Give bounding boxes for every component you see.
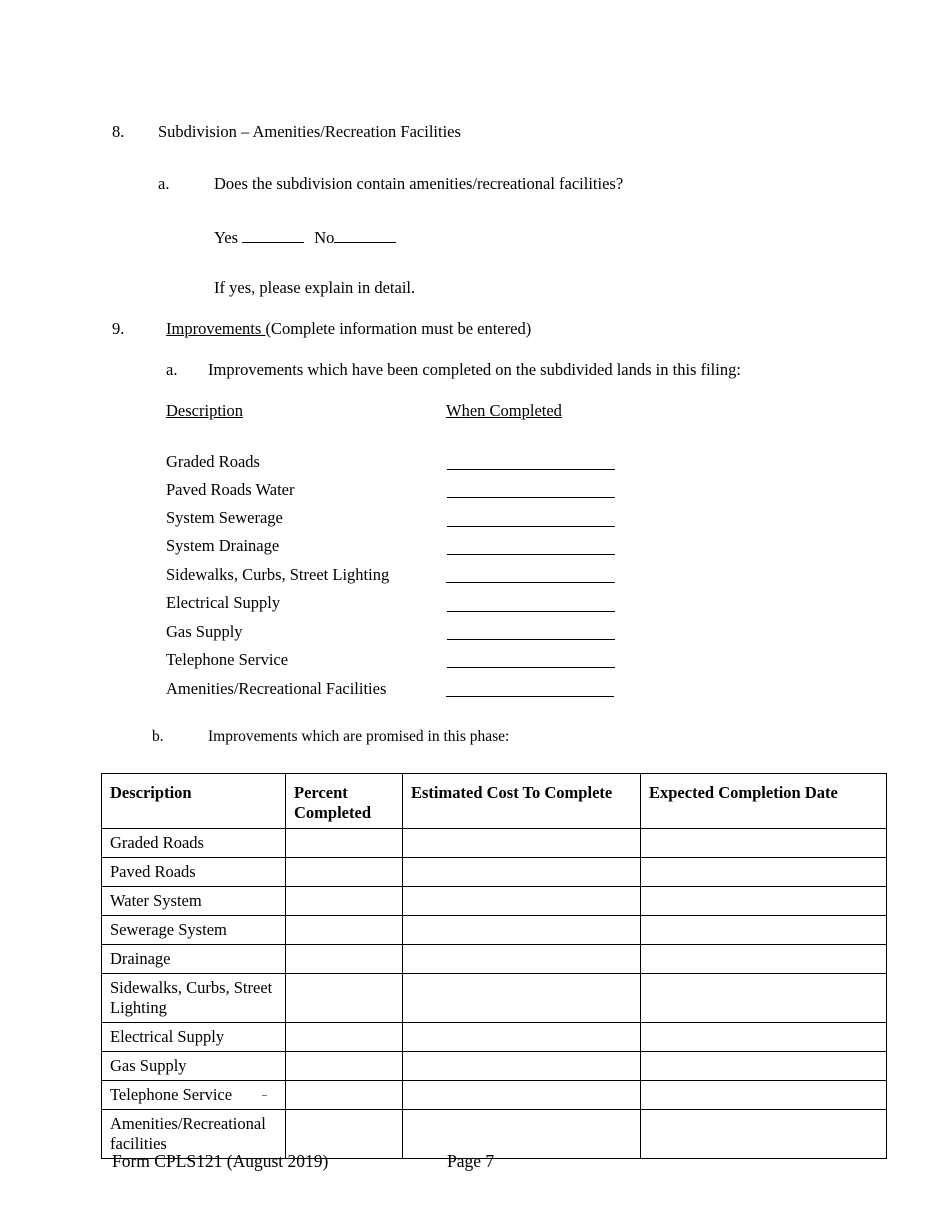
completed-item: Sidewalks, Curbs, Street Lighting (166, 565, 390, 584)
table-row (102, 1023, 887, 1052)
when-completed-line[interactable] (447, 469, 615, 470)
completed-item: Graded Roads (166, 452, 260, 471)
yes-blank[interactable] (242, 228, 304, 243)
table-header-row (102, 774, 887, 829)
row-description: Water System (102, 887, 286, 916)
promised-improvements-table (101, 773, 887, 1159)
cost-cell[interactable] (403, 829, 641, 858)
row-description: Gas Supply (102, 1052, 286, 1081)
yes-no-row (214, 228, 396, 247)
when-completed-line[interactable] (447, 554, 615, 555)
when-completed-line[interactable] (446, 582, 615, 583)
table-row (102, 887, 887, 916)
section-9a-letter: a. (166, 360, 178, 379)
percent-cell[interactable] (286, 945, 403, 974)
section-8a-letter: a. (158, 174, 170, 193)
when-completed-line[interactable] (447, 639, 615, 640)
when-completed-line[interactable] (447, 497, 615, 498)
percent-cell[interactable] (286, 858, 403, 887)
cost-cell[interactable] (403, 1052, 641, 1081)
col-when-header: When Completed (446, 401, 562, 420)
stray-underscore-mark: _ (262, 1086, 267, 1097)
row-description: Graded Roads (102, 829, 286, 858)
row-description: Electrical Supply (102, 1023, 286, 1052)
section-9b-text: Improvements which are promised in this phase: (208, 728, 510, 745)
date-cell[interactable] (641, 916, 887, 945)
section-9-number: 9. (112, 319, 125, 338)
cost-cell[interactable] (403, 887, 641, 916)
table-row (102, 829, 887, 858)
table-row (102, 945, 887, 974)
no-blank[interactable] (334, 228, 396, 243)
explain-text: If yes, please explain in detail. (214, 278, 416, 297)
section-9-heading (166, 321, 531, 338)
date-cell[interactable] (641, 974, 887, 1023)
section-8-number: 8. (112, 122, 125, 141)
cost-cell[interactable] (403, 1081, 641, 1110)
cost-cell[interactable] (403, 1023, 641, 1052)
percent-cell[interactable] (286, 1023, 403, 1052)
section-8a-question: Does the subdivision contain amenities/recreational facilities? (214, 174, 624, 193)
completed-item: System Sewerage (166, 508, 283, 527)
when-completed-line[interactable] (447, 526, 615, 527)
completed-item: System Drainage (166, 536, 280, 555)
table-row (102, 916, 887, 945)
cost-cell[interactable] (403, 1110, 641, 1159)
col-description-header: Description (166, 401, 243, 420)
row-description: Paved Roads (102, 858, 286, 887)
when-completed-line[interactable] (446, 696, 614, 697)
row-description: Drainage (102, 945, 286, 974)
when-completed-line[interactable] (447, 667, 615, 668)
footer-form-id: Form CPLS121 (August 2019) (112, 1151, 329, 1171)
completed-item: Amenities/Recreational Facilities (166, 679, 387, 698)
header-expected-completion: Expected Completion Date (641, 774, 887, 829)
percent-cell[interactable] (286, 829, 403, 858)
row-description: Amenities/Recreational facilities (102, 1110, 286, 1159)
header-percent-completed: Percent Completed (286, 774, 403, 829)
date-cell[interactable] (641, 945, 887, 974)
row-description: Sidewalks, Curbs, Street Lighting (102, 974, 286, 1023)
percent-cell[interactable] (286, 887, 403, 916)
date-cell[interactable] (641, 1023, 887, 1052)
date-cell[interactable] (641, 829, 887, 858)
table-row (102, 974, 887, 1023)
date-cell[interactable] (641, 887, 887, 916)
cost-cell[interactable] (403, 945, 641, 974)
row-description: Sewerage System (102, 916, 286, 945)
percent-cell[interactable] (286, 916, 403, 945)
section-9-note: (Complete information must be entered) (265, 319, 532, 338)
cost-cell[interactable] (403, 916, 641, 945)
header-estimated-cost: Estimated Cost To Complete (403, 774, 641, 829)
date-cell[interactable] (641, 1081, 887, 1110)
completed-item: Electrical Supply (166, 593, 281, 612)
completed-item: Telephone Service (166, 650, 289, 669)
completed-item: Paved Roads Water (166, 480, 295, 499)
section-9b-letter: b. (152, 728, 164, 745)
row-description: Telephone Service (102, 1081, 286, 1110)
section-8-title: Subdivision – Amenities/Recreation Facilities (158, 122, 461, 141)
footer-page-number: Page 7 (447, 1151, 495, 1171)
table-row (102, 1052, 887, 1081)
date-cell[interactable] (641, 1110, 887, 1159)
yes-label: Yes (214, 228, 239, 247)
date-cell[interactable] (641, 858, 887, 887)
date-cell[interactable] (641, 1052, 887, 1081)
section-9a-text: Improvements which have been completed on the subdivided lands in this filing: (208, 360, 741, 379)
when-completed-line[interactable] (447, 611, 615, 612)
cost-cell[interactable] (403, 858, 641, 887)
cost-cell[interactable] (403, 974, 641, 1023)
no-label: No (314, 228, 335, 247)
percent-cell[interactable] (286, 1081, 403, 1110)
table-row (102, 1081, 887, 1110)
table-row (102, 858, 887, 887)
completed-item: Gas Supply (166, 622, 243, 641)
percent-cell[interactable] (286, 1052, 403, 1081)
header-description: Description (102, 774, 286, 829)
percent-cell[interactable] (286, 974, 403, 1023)
section-9-title: Improvements (166, 319, 266, 338)
